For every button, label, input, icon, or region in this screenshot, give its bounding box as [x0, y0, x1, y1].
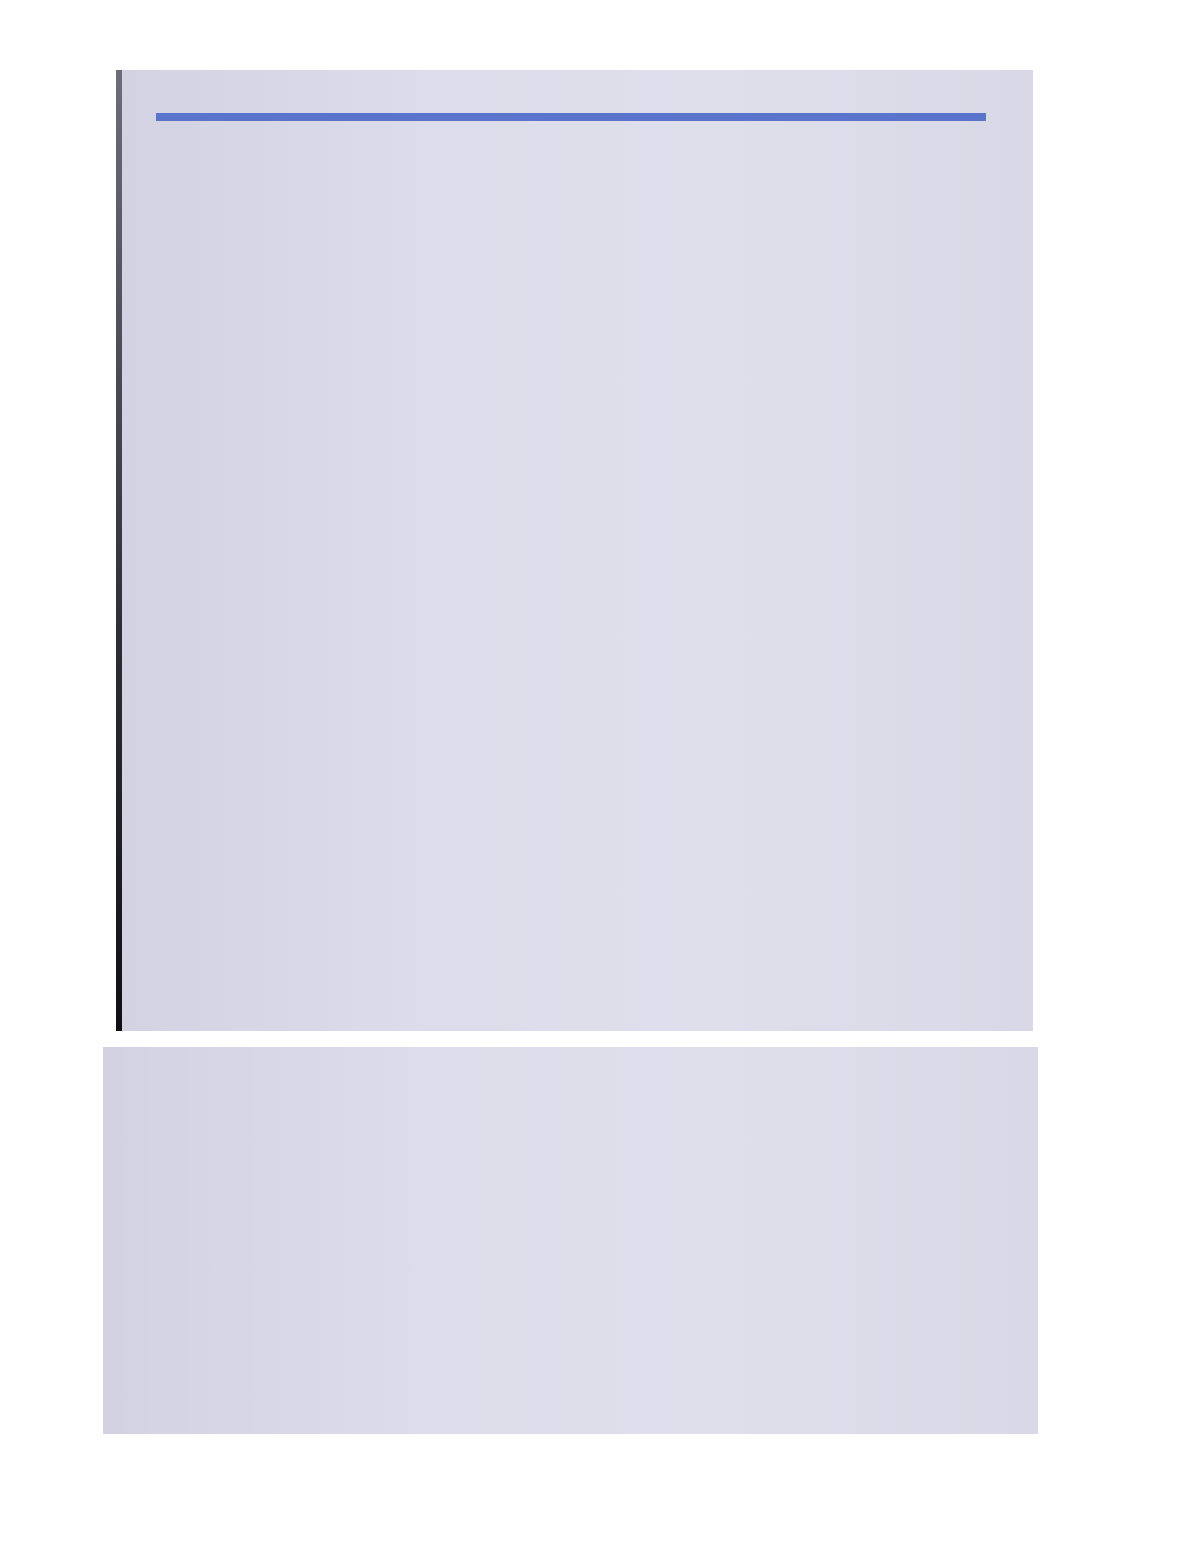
heading-rule — [156, 113, 986, 121]
section-heading — [156, 70, 988, 110]
scan-top — [116, 70, 1033, 1031]
scan-bottom — [103, 1047, 1038, 1434]
